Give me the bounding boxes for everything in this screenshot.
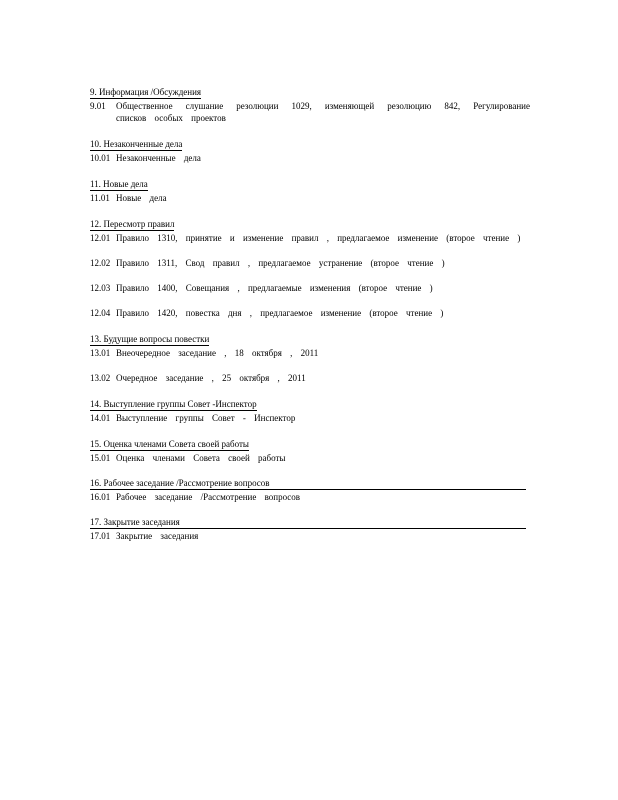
item-number: 12.04 [90,308,111,318]
item-number: 15.01 [90,453,111,463]
item-number: 11.01 [90,193,110,203]
agenda-item [90,452,530,464]
agenda-item [90,282,530,294]
section-15 [90,438,530,464]
item-text: Выступление группы Совет - Инспектор [116,413,296,423]
item-number: 16.01 [90,492,111,502]
item-number: 14.01 [90,413,111,423]
item-text: Общественное слушание резолюции 1029, изменяющей резолюцию 842, Регулирование списков особых проектов [116,101,530,123]
item-number: 12.02 [90,258,111,268]
agenda-item [90,372,530,384]
section-heading: 17. Закрытие заседания [90,517,526,529]
document-page [90,86,530,556]
item-text: Рабочее заседание /Рассмотрение вопросов [116,492,301,502]
item-number: 10.01 [90,153,111,163]
agenda-item [90,192,530,204]
section-heading: 10. Незаконченные дела [90,139,183,149]
item-text: Очередное заседание , 25 октября , 2011 [116,373,306,383]
section-heading: 11. Новые дела [90,179,148,189]
section-heading: 12. Пересмотр правил [90,219,175,229]
section-11 [90,178,530,204]
section-heading: 14. Выступление группы Совет -Инспектор [90,399,257,409]
section-14 [90,398,530,424]
item-number: 12.01 [90,233,111,243]
agenda-item [90,412,530,424]
item-number: 17.01 [90,531,111,541]
section-heading: 16. Рабочее заседание /Рассмотрение вопросов [90,478,526,490]
item-number: 13.02 [90,373,111,383]
section-heading: 13. Будущие вопросы повестки [90,334,210,344]
section-heading: 9. Информация /Обсуждения [90,87,202,97]
section-16 [90,478,530,503]
section-10 [90,138,530,164]
section-12 [90,218,530,319]
item-text: Оценка членами Совета своей работы [116,453,286,463]
agenda-item [90,257,530,269]
agenda-item [90,152,530,164]
agenda-item [90,100,530,124]
agenda-item [90,232,530,244]
agenda-item [90,530,530,542]
item-text: Закрытие заседания [116,531,199,541]
item-number: 12.03 [90,283,111,293]
item-text: Правило 1311, Свод правил , предлагаемое устранение (второе чтение ) [116,258,445,268]
agenda-item [90,347,530,359]
item-text: Правило 1420, повестка дня , предлагаемое изменение (второе чтение ) [116,308,444,318]
item-text: Внеочередное заседание , 18 октября , 2011 [116,348,319,358]
item-number: 13.01 [90,348,111,358]
agenda-item [90,307,530,319]
item-text: Новые дела [116,193,167,203]
item-number: 9.01 [90,101,106,111]
section-9 [90,86,530,124]
section-13 [90,333,530,384]
item-text: Правило 1400, Совещания , предлагаемые изменения (второе чтение ) [116,283,433,293]
section-17 [90,517,530,542]
section-heading: 15. Оценка членами Совета своей работы [90,439,249,449]
item-text: Правило 1310, принятие и изменение правил , предлагаемое изменение (второе чтение ) [116,233,521,243]
item-text: Незаконченные дела [116,153,201,163]
agenda-item [90,491,530,503]
